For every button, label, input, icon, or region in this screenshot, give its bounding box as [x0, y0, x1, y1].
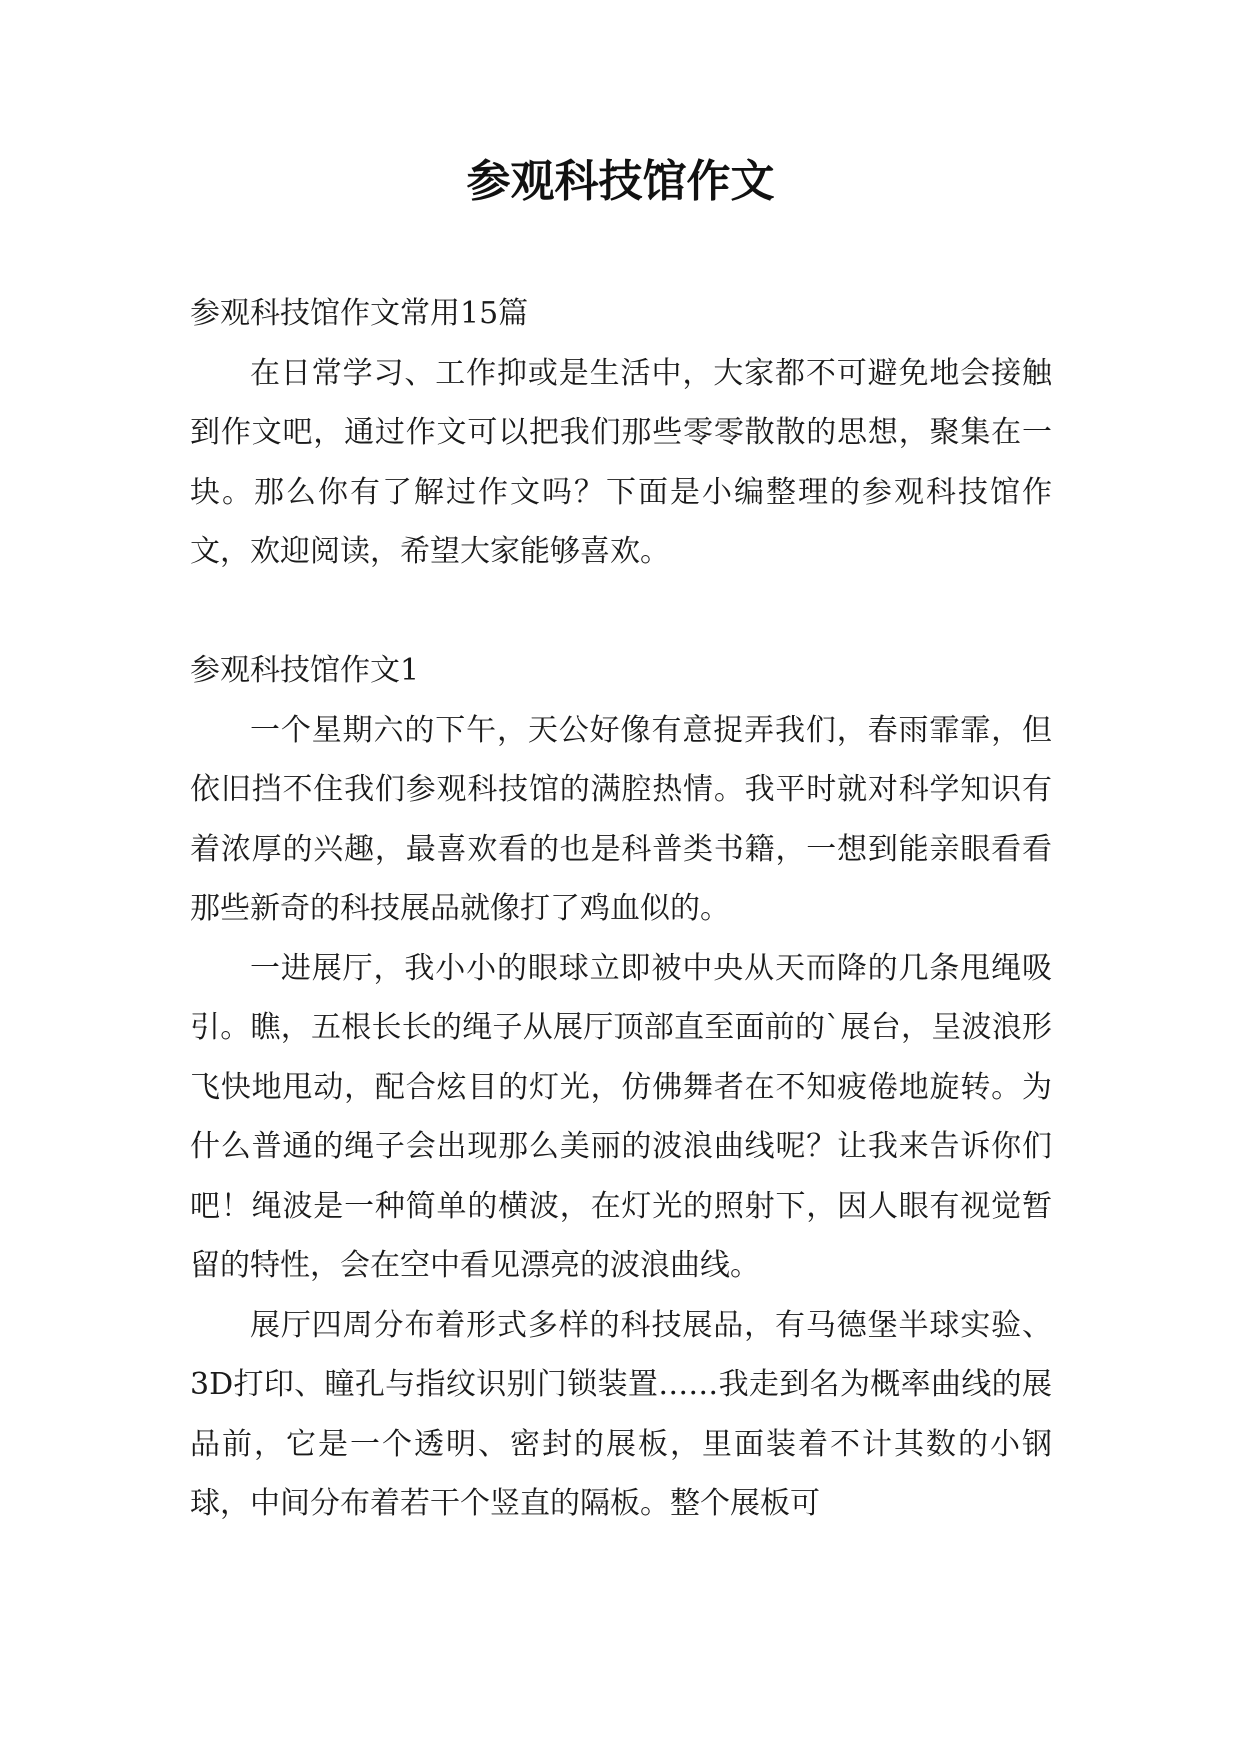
section-heading: 参观科技馆作文1 — [190, 653, 420, 688]
intro-paragraph: 在日常学习、工作抑或是生活中，大家都不可避免地会接触到作文吧，通过作文可以把我们那些零零散散的思想，聚集在一块。那么你有了解过作文吗？下面是小编整理的参观科技馆作文，欢迎阅读，希望大家能够喜欢。 — [190, 355, 1052, 569]
body-paragraph: 一进展厅，我小小的眼球立即被中央从天而降的几条甩绳吸引。瞧，五根长长的绳子从展厅顶部直至面前的`展台，呈波浪形飞快地甩动，配合炫目的灯光，仿佛舞者在不知疲倦地旋转。为什么普通的绳子会出现那么美丽的波浪曲线呢？让我来告诉你们吧！绳波是一种简单的横波，在灯光的照射下，因人眼有视觉暂留的特性，会在空中看见漂亮的波浪曲线。 — [190, 950, 1052, 1283]
document-subtitle: 参观科技馆作文常用15篇 — [190, 296, 529, 331]
body-paragraph: 展厅四周分布着形式多样的科技展品，有马德堡半球实验、3D打印、瞳孔与指纹识别门锁装置……我走到名为概率曲线的展品前，它是一个透明、密封的展板，里面装着不计其数的小钢球，中间分布着若干个竖直的隔板。整个展板可 — [190, 1307, 1052, 1521]
document-title: 参观科技馆作文 — [466, 156, 775, 207]
section-spacer — [190, 582, 1052, 642]
document-body — [190, 284, 1052, 1534]
body-paragraph: 一个星期六的下午，天公好像有意捉弄我们，春雨霏霏，但依旧挡不住我们参观科技馆的满腔热情。我平时就对科学知识有着浓厚的兴趣，最喜欢看的也是科普类书籍，一想到能亲眼看看那些新奇的科技展品就像打了鸡血似的。 — [190, 712, 1052, 926]
